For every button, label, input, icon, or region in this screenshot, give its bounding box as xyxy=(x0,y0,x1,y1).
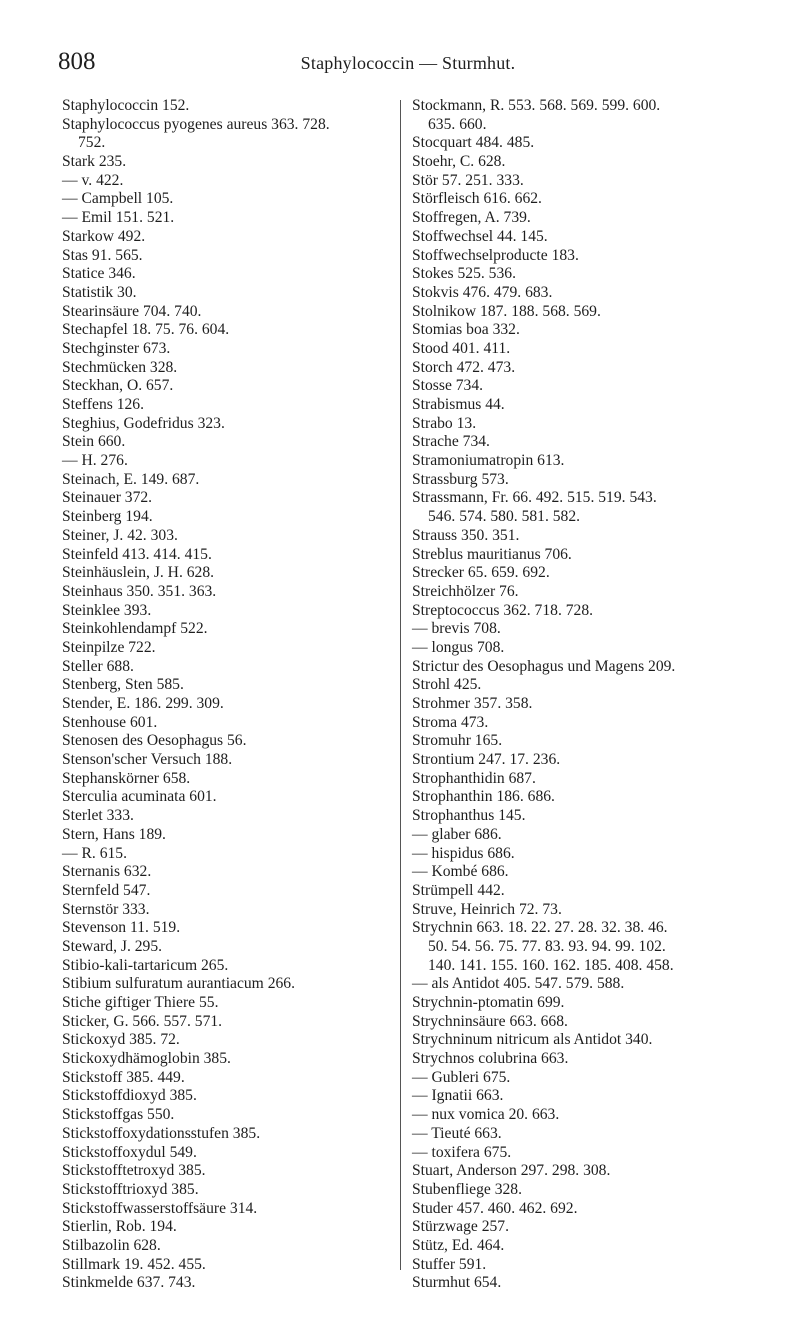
index-entry: Stibio-kali-tartaricum 265. xyxy=(62,956,229,974)
index-entry: Strecker 65. 659. 692. xyxy=(412,564,550,582)
index-entry: Steinhaus 350. 351. 363. xyxy=(62,582,217,600)
index-entry: Steward, J. 295. xyxy=(62,937,163,955)
index-entry: Stevenson 11. 519. xyxy=(62,919,181,937)
index-entry: Stickstofftrioxyd 385. xyxy=(62,1180,199,1198)
index-entry: Steghius, Godefridus 323. xyxy=(62,414,225,432)
index-entry: — longus 708. xyxy=(412,638,505,656)
index-entry: Strychnos colubrina 663. xyxy=(412,1050,569,1068)
index-entry: 50. 54. 56. 75. 77. 83. 93. 94. 99. 102. xyxy=(428,937,666,955)
index-entry: Sterlet 333. xyxy=(62,807,134,825)
index-entry: Strauss 350. 351. xyxy=(412,526,520,544)
index-entry: Staphylococcus pyogenes aureus 363. 728. xyxy=(62,115,330,133)
index-entry: Stenberg, Sten 585. xyxy=(62,676,184,694)
index-entry: Strophanthus 145. xyxy=(412,807,526,825)
index-entry: Strümpell 442. xyxy=(412,881,505,899)
index-entry: Studer 457. 460. 462. 692. xyxy=(412,1199,578,1217)
index-entry: — Emil 151. 521. xyxy=(62,209,175,227)
index-entry: Staphylococcin 152. xyxy=(62,97,190,114)
index-entry: Stark 235. xyxy=(62,153,127,171)
index-entry: Stickoxyd 385. 72. xyxy=(62,1031,180,1049)
index-entry: Strychnin-ptomatin 699. xyxy=(412,994,565,1011)
index-entry: Stilbazolin 628. xyxy=(62,1236,161,1254)
index-entry: Stör 57. 251. 333. xyxy=(412,171,524,189)
index-entry: Stechapfel 18. 75. 76. 604. xyxy=(62,321,230,339)
index-entry: Strassmann, Fr. 66. 492. 515. 519. 543. xyxy=(412,489,657,507)
index-entry: Stinkmelde 637. 743. xyxy=(62,1274,196,1292)
index-entry: — R. 615. xyxy=(62,844,127,862)
index-entry: Stickstoffwasserstoffsäure 314. xyxy=(62,1199,258,1217)
index-entry: Struve, Heinrich 72. 73. xyxy=(412,900,562,918)
index-entry: Steinklee 393. xyxy=(62,601,152,619)
index-entry: Steckhan, O. 657. xyxy=(62,377,174,395)
index-entry: Stierlin, Rob. 194. xyxy=(62,1218,177,1236)
index-entry: Stromuhr 165. xyxy=(412,732,503,750)
index-entry: Sticker, G. 566. 557. 571. xyxy=(62,1012,223,1030)
index-entry: — nux vomica 20. 663. xyxy=(412,1106,560,1124)
index-entry: Steffens 126. xyxy=(62,396,145,413)
index-entry: Steinach, E. 149. 687. xyxy=(62,470,200,488)
index-entry: Stickoxydhämoglobin 385. xyxy=(62,1050,231,1068)
index-entry: Strohl 425. xyxy=(412,676,482,694)
index-entry: Steinberg 194. xyxy=(62,508,153,526)
index-entry: Stiche giftiger Thiere 55. xyxy=(62,994,219,1011)
index-entry: Strychnin 663. 18. 22. 27. 28. 32. 38. 46. xyxy=(412,919,668,937)
index-entry: Stolnikow 187. 188. 568. 569. xyxy=(412,302,601,320)
index-entry: Stickstofftetroxyd 385. xyxy=(62,1162,206,1180)
index-entry: Stürzwage 257. xyxy=(412,1218,510,1236)
index-entry: Steinpilze 722. xyxy=(62,638,156,656)
index-entry: Steiner, J. 42. 303. xyxy=(62,526,178,544)
index-entry: Stickstoffoxydationsstufen 385. xyxy=(62,1124,261,1142)
index-entry: Steller 688. xyxy=(62,657,134,675)
index-entry: Stenhouse 601. xyxy=(62,713,158,731)
index-entry: Stenosen des Oesophagus 56. xyxy=(62,732,247,750)
index-entry: Stocquart 484. 485. xyxy=(412,134,535,152)
index-entry: Stern, Hans 189. xyxy=(62,825,166,843)
index-entry: Stütz, Ed. 464. xyxy=(412,1236,505,1254)
index-entry: Steinhäuslein, J. H. 628. xyxy=(62,564,215,582)
index-entry: Strabismus 44. xyxy=(412,396,505,413)
index-entry: Stoffwechsel 44. 145. xyxy=(412,227,548,245)
index-entry: Steinauer 372. xyxy=(62,489,153,507)
index-entry: Streblus mauritianus 706. xyxy=(412,545,572,563)
index-entry: Stickstoffgas 550. xyxy=(62,1106,175,1124)
index-entry: — H. 276. xyxy=(62,452,128,470)
index-entry: Stokvis 476. 479. 683. xyxy=(412,283,553,301)
index-entry: Stroma 473. xyxy=(412,713,489,731)
index-entry: — Ignatii 663. xyxy=(412,1087,504,1105)
index-entry: — Tieuté 663. xyxy=(412,1124,502,1142)
index-entry: Strohmer 357. 358. xyxy=(412,695,533,712)
page-header xyxy=(58,47,758,87)
index-entry: Stender, E. 186. 299. 309. xyxy=(62,695,224,712)
index-entry: Stuart, Anderson 297. 298. 308. xyxy=(412,1162,611,1180)
index-entry: Stein 660. xyxy=(62,433,126,451)
index-column-left xyxy=(62,97,392,1293)
index-entry: Stokes 525. 536. xyxy=(412,265,516,283)
index-entry: Strictur des Oesophagus und Magens 209. xyxy=(412,657,676,675)
index-entry: — toxifera 675. xyxy=(412,1143,512,1161)
index-entry: Starkow 492. xyxy=(62,227,146,245)
index-entry: Stearinsäure 704. 740. xyxy=(62,302,202,320)
index-entry: Stickstoffdioxyd 385. xyxy=(62,1087,197,1105)
index-entry: Streptococcus 362. 718. 728. xyxy=(412,601,594,619)
index-entry: Stibium sulfuratum aurantiacum 266. xyxy=(62,975,296,993)
index-entry: Sturmhut 654. xyxy=(412,1274,502,1292)
index-entry: Strontium 247. 17. 236. xyxy=(412,751,561,769)
index-entry: — glaber 686. xyxy=(412,825,502,843)
index-entry: Sternanis 632. xyxy=(62,863,152,881)
index-entry: Stoehr, C. 628. xyxy=(412,153,506,171)
index-entry: Stickstoff 385. 449. xyxy=(62,1068,185,1086)
index-entry: — Gubleri 675. xyxy=(412,1068,511,1086)
index-entry: Stickstoffoxydul 549. xyxy=(62,1143,197,1161)
index-entry: Stuffer 591. xyxy=(412,1255,487,1273)
index-entry: — als Antidot 405. 547. 579. 588. xyxy=(412,975,625,993)
column-divider xyxy=(400,100,401,1270)
index-entry: Strychninsäure 663. 668. xyxy=(412,1012,568,1030)
index-entry: Sternfeld 547. xyxy=(62,881,151,899)
index-entry: — hispidus 686. xyxy=(412,844,515,862)
index-entry: Steinfeld 413. 414. 415. xyxy=(62,545,212,563)
index-entry: Strychninum nitricum als Antidot 340. xyxy=(412,1031,653,1049)
index-entry: Stenson'scher Versuch 188. xyxy=(62,751,233,769)
index-entry: 140. 141. 155. 160. 162. 185. 408. 458. xyxy=(428,956,674,974)
index-entry: Statice 346. xyxy=(62,265,136,283)
index-entry: Stas 91. 565. xyxy=(62,246,143,264)
index-entry: Strassburg 573. xyxy=(412,470,509,488)
index-entry: Stillmark 19. 452. 455. xyxy=(62,1255,206,1273)
index-entry: 635. 660. xyxy=(428,115,487,133)
index-column-right xyxy=(412,97,772,1293)
running-head: Staphylococcin — Sturmhut. xyxy=(300,53,516,73)
index-entry: Stubenfliege 328. xyxy=(412,1180,523,1198)
index-entry: Stomias boa 332. xyxy=(412,321,520,339)
index-entry: Stockmann, R. 553. 568. 569. 599. 600. xyxy=(412,97,661,114)
index-entry: Streichhölzer 76. xyxy=(412,582,519,600)
index-entry: — Kombé 686. xyxy=(412,863,509,881)
index-entry: Sterculia acuminata 601. xyxy=(62,788,217,806)
index-entry: Stood 401. 411. xyxy=(412,339,511,357)
index-entry: Stechginster 673. xyxy=(62,339,171,357)
index-entry: Statistik 30. xyxy=(62,283,137,301)
index-entry: Sternstör 333. xyxy=(62,900,150,918)
index-entry: 546. 574. 580. 581. 582. xyxy=(428,508,581,526)
page-number: 808 xyxy=(58,48,96,75)
index-entry: 752. xyxy=(78,134,106,152)
index-entry: Storch 472. 473. xyxy=(412,358,516,376)
index-entry: Steinkohlendampf 522. xyxy=(62,620,208,638)
index-entry: Strabo 13. xyxy=(412,414,477,432)
index-entry: Strophanthidin 687. xyxy=(412,769,536,787)
index-entry: — Campbell 105. xyxy=(62,190,174,208)
index-entry: Störfleisch 616. 662. xyxy=(412,190,542,208)
index-entry: Stephanskörner 658. xyxy=(62,769,191,787)
index-entry: Strache 734. xyxy=(412,433,490,451)
index-entry: Strophanthin 186. 686. xyxy=(412,788,555,806)
index-entry: Stoffregen, A. 739. xyxy=(412,209,531,227)
index-entry: Stosse 734. xyxy=(412,377,484,395)
index-entry: Stechmücken 328. xyxy=(62,358,178,376)
index-entry: Stoffwechselproducte 183. xyxy=(412,246,579,264)
index-entry: Stramoniumatropin 613. xyxy=(412,452,565,470)
index-entry: — v. 422. xyxy=(62,171,124,189)
index-entry: — brevis 708. xyxy=(412,620,501,638)
